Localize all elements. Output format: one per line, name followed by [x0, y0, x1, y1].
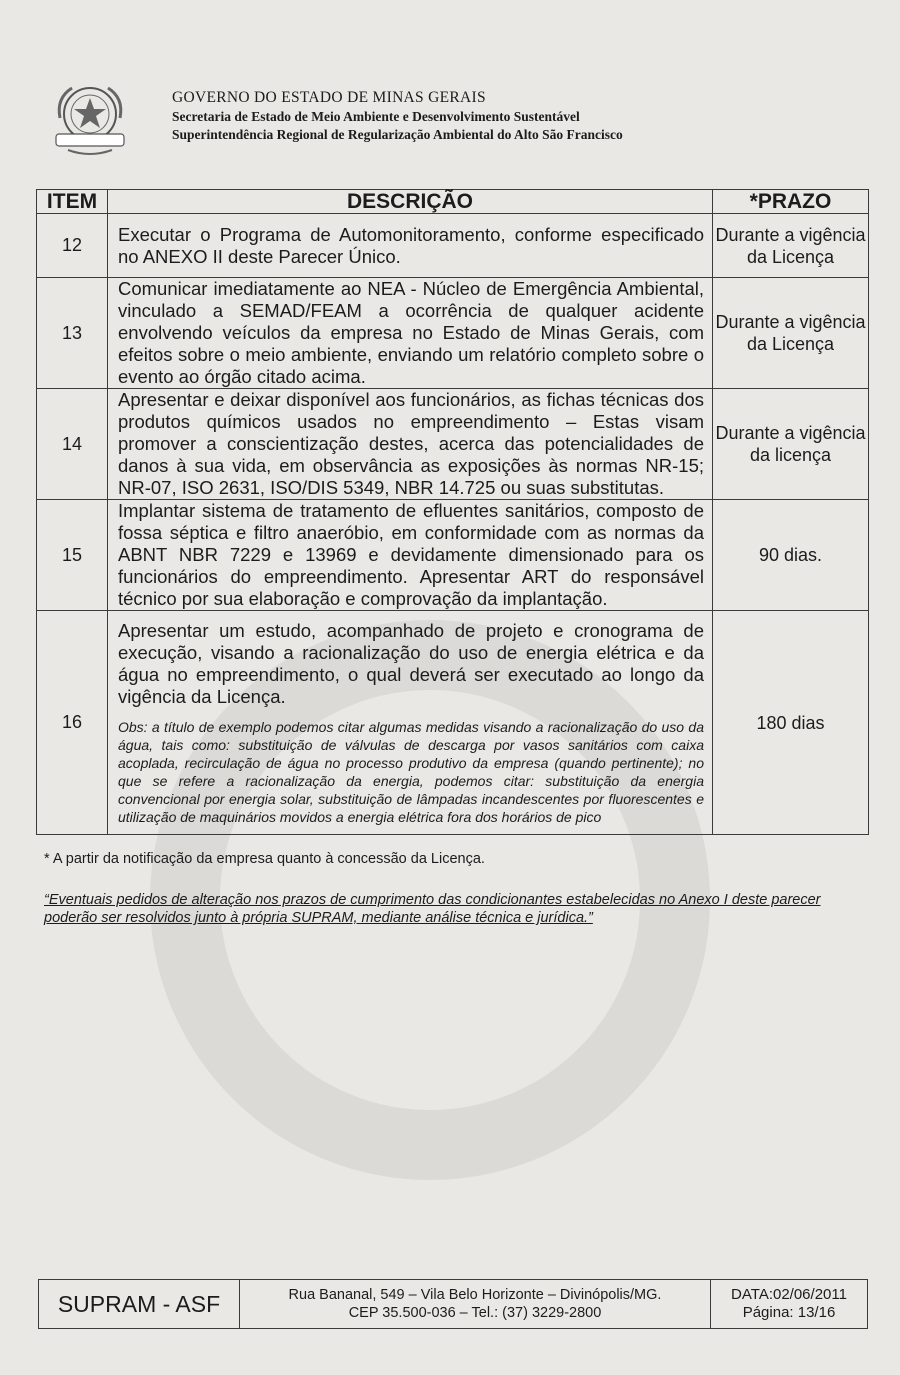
table-row: [37, 500, 869, 611]
footer-address-line2: CEP 35.500-036 – Tel.: (37) 3229-2800: [348, 1305, 602, 1321]
table-row: [37, 214, 869, 278]
row-deadline: Durante a vigência da Licença: [713, 214, 869, 278]
disclaimer-note: “Eventuais pedidos de alteração nos prazos de cumprimento das condicionantes estabelecidas no Anexo I deste parecer poderão ser resolvidos junto à própria SUPRAM, mediante análise técnica e jurídica.”: [44, 892, 821, 926]
row-description: Comunicar imediatamente ao NEA - Núcleo de Emergência Ambiental, vinculado a SEMAD/FEAM a ocorrência de qualquer acidente envolvendo veículos da empresa no Estado de Minas Gerais, com efeitos sobre o meio ambiente, enviando um relatório completo sobre o evento ao órgão citado acima.: [108, 278, 713, 389]
superintendency-name: Superintendência Regional de Regularização Ambiental do Alto São Francisco: [172, 127, 623, 142]
state-seal-icon: [50, 78, 130, 158]
row-item-number: 12: [37, 214, 108, 278]
row-item-number: 15: [37, 500, 108, 611]
document-footer: [38, 1279, 868, 1329]
footer-date-page: [711, 1280, 867, 1328]
row-description: Apresentar e deixar disponível aos funcionários, as fichas técnicas dos produtos químicos usados no empreendimento – Estas visam promover a conscientização destes, acerca das potencialidades de danos à sua vida, em observância as exposições às normas NR-15; NR-07, ISO 2631, ISO/DIS 5349, NBR 14.725 ou suas substitutas.: [108, 389, 713, 500]
document-header: [50, 78, 870, 158]
row-deadline: 90 dias.: [713, 500, 869, 611]
table-row: [37, 611, 869, 835]
footer-org: SUPRAM - ASF: [39, 1280, 240, 1328]
footer-date: DATA:02/06/2011: [731, 1286, 847, 1303]
government-title: GOVERNO DO ESTADO DE MINAS GERAIS: [172, 89, 486, 106]
row-description: Apresentar um estudo, acompanhado de projeto e cronograma de execução, visando a racionalização do uso de energia elétrica e da água no empreendimento, o qual deverá ser executado ao longo da vigência da Licença.: [118, 619, 704, 707]
table-header-row: [37, 190, 869, 214]
row-item-number: 13: [37, 278, 108, 389]
header-item: ITEM: [37, 190, 108, 214]
row-observation: Obs: a título de exemplo podemos citar algumas medidas visando a racionalização do uso da água, tais como: substituição de válvulas de descarga por vasos sanitários com caixa acoplada, recirculação de água no processo produtivo da empresa (quando pertinente); no que se refere a racionalização da energia, podemos citar: substituição da energia convencional por energia solar, substituição de lâmpadas incandescentes por fluorescentes e utilização de maquinários movidos a energia elétrica fora dos horários de pico: [118, 718, 704, 825]
footer-page-number: Página: 13/16: [742, 1304, 836, 1321]
table-row: [37, 278, 869, 389]
row-description: Implantar sistema de tratamento de efluentes sanitários, composto de fossa séptica e filtro anaeróbio, em conformidade com as normas da ABNT NBR 7229 e 13969 e devidamente dimensionado para os funcionários do empreendimento. Apresentar ART do responsável técnico por sua elaboração e comprovação da implantação.: [108, 500, 713, 611]
footer-address: [240, 1280, 711, 1328]
footer-address-line1: Rua Bananal, 549 – Vila Belo Horizonte – Divinópolis/MG.: [288, 1287, 662, 1303]
row-deadline: Durante a vigência da Licença: [713, 278, 869, 389]
secretariat-name: Secretaria de Estado de Meio Ambiente e Desenvolvimento Sustentável: [172, 109, 580, 124]
table-row: [37, 389, 869, 500]
row-item-number: 14: [37, 389, 108, 500]
header-descricao: DESCRIÇÃO: [108, 190, 713, 214]
header-prazo: *PRAZO: [713, 190, 869, 214]
footnote: * A partir da notificação da empresa quanto à concessão da Licença.: [44, 851, 485, 867]
row-deadline: Durante a vigência da licença: [713, 389, 869, 500]
row-description: Executar o Programa de Automonitoramento, conforme especificado no ANEXO II deste Parecer Único.: [108, 214, 713, 278]
conditions-table: [36, 189, 869, 835]
row-item-number: 16: [37, 611, 108, 835]
row-description-cell: [108, 611, 713, 835]
row-deadline: 180 dias: [713, 611, 869, 835]
